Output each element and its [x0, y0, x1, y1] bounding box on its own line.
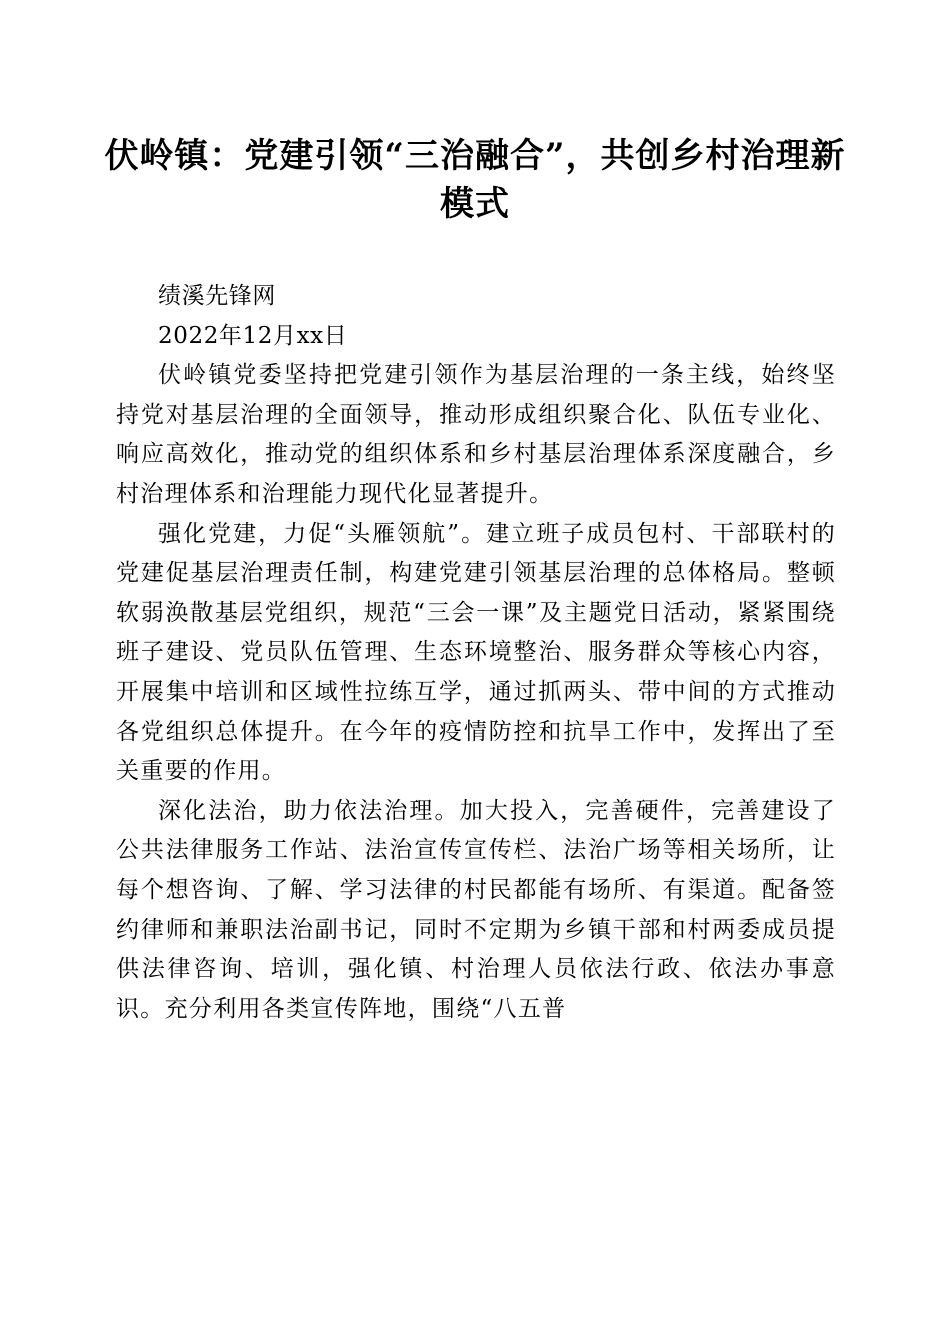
- paragraph: 深化法治，助力依法治理。加大投入，完善硬件，完善建设了公共法律服务工作站、法治宣传宣传栏、法治广场等相关场所，让每个想咨询、了解、学习法律的村民都能有场所、有渠道。配备签约律师和兼职法治副书记，同时不定期为乡镇干部和村两委成员提供法律咨询、培训，强化镇、村治理人员依法行政、依法办事意识。充分利用各类宣传阵地，围绕“八五普: [116, 797, 836, 1022]
- source-line: 绩溪先锋网: [158, 283, 276, 309]
- document-body: [116, 277, 836, 1029]
- document-title: 伏岭镇：党建引领“三治融合”，共创乡村治理新模式: [104, 136, 846, 224]
- paragraph: 强化党建，力促“头雁领航”。建立班子成员包村、干部联村的党建促基层治理责任制，构建党建引领基层治理的总体格局。整顿软弱涣散基层党组织，规范“三会一课”及主题党日活动，紧紧围绕班子建设、党员队伍管理、生态环境整治、服务群众等核心内容，开展集中培训和区域性拉练互学，通过抓两头、带中间的方式推动各党组织总体提升。在今年的疫情防控和抗旱工作中，发挥出了至关重要的作用。: [116, 520, 836, 785]
- paragraph: 伏岭镇党委坚持把党建引领作为基层治理的一条主线，始终坚持党对基层治理的全面领导，推动形成组织聚合化、队伍专业化、响应高效化，推动党的组织体系和乡村基层治理体系深度融合，乡村治理体系和治理能力现代化显著提升。: [116, 362, 836, 507]
- date-line: 2022年12月xx日: [158, 322, 348, 349]
